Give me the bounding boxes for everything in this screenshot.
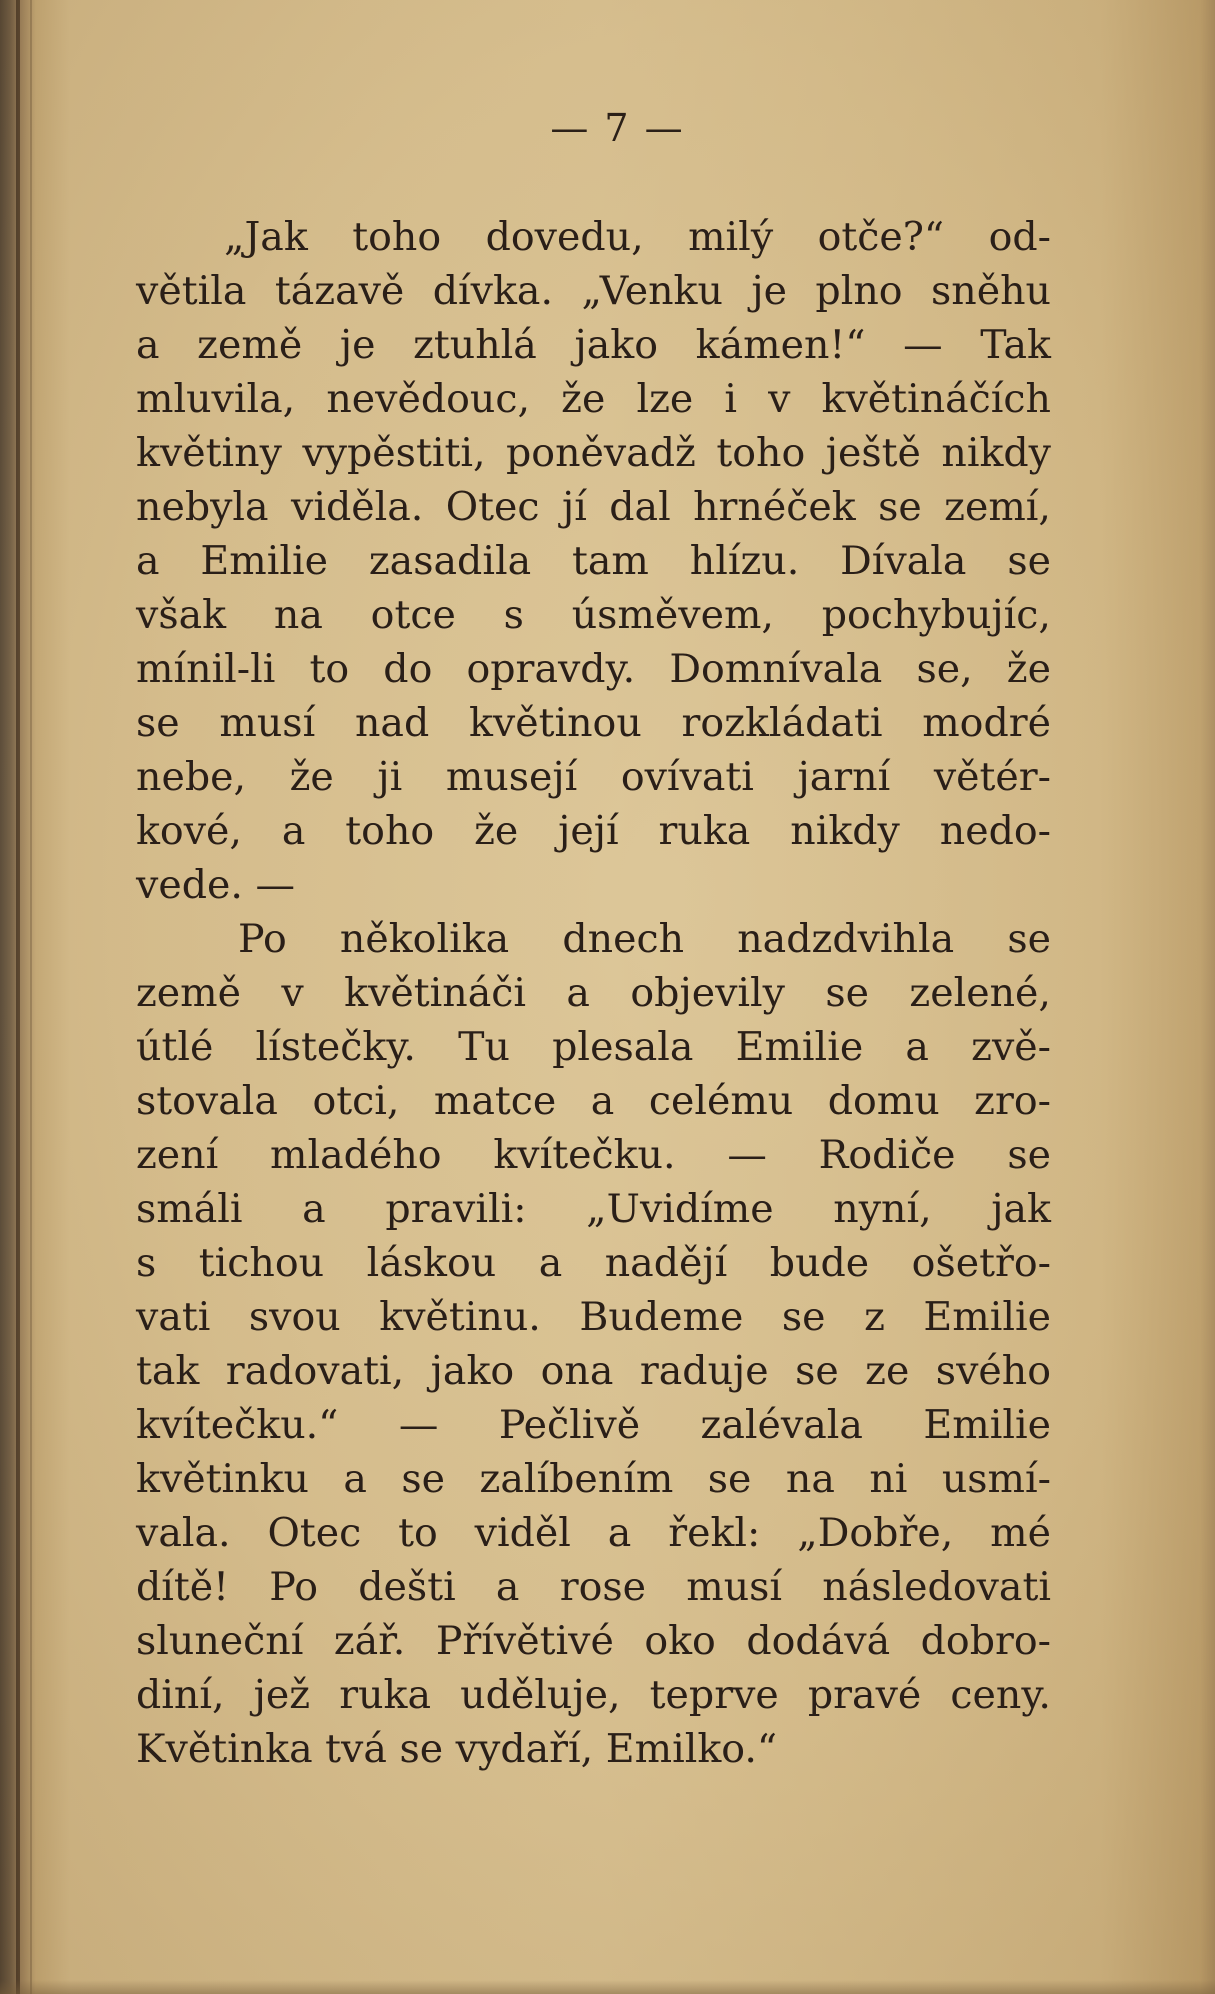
text-line: zení mladého kvítečku. — Rodiče se: [136, 1132, 1051, 1178]
text-line: větila tázavě dívka. „Venku je plno sněhu: [136, 268, 1051, 314]
text-line: se musí nad květinou rozkládati modré: [136, 700, 1051, 746]
text-line: Květinka tvá se vydaří, Emilko.“: [136, 1726, 778, 1772]
text-line: diní, jež ruka uděluje, teprve pravé ceny.: [136, 1672, 1051, 1718]
text-line: sluneční zář. Přívětivé oko dodává dobro-: [136, 1618, 1051, 1664]
page-bottom-edge: [0, 1980, 1215, 1994]
text-line: mluvila, nevědouc, že lze i v květináčích: [136, 376, 1051, 422]
text-line: Po několika dnech nadzdvihla se: [238, 916, 1051, 962]
text-line: s tichou láskou a nadějí bude ošetřo-: [136, 1240, 1051, 1286]
spine-crease: [30, 0, 32, 1994]
text-line: květiny vypěstiti, poněvadž toho ještě nikdy: [136, 430, 1051, 476]
text-line: dítě! Po dešti a rose musí následovati: [136, 1564, 1051, 1610]
spine-shadow: [16, 0, 20, 1994]
text-line: vala. Otec to viděl a řekl: „Dobře, mé: [136, 1510, 1051, 1556]
text-line: květinku a se zalíbením se na ni usmí-: [136, 1456, 1051, 1502]
text-line: však na otce s úsměvem, pochybujíc,: [136, 592, 1051, 638]
text-line: mínil-li to do opravdy. Domnívala se, že: [136, 646, 1051, 692]
text-line: země v květináči a objevily se zelené,: [136, 970, 1051, 1016]
text-line: vede. —: [136, 862, 295, 908]
text-line: tak radovati, jako ona raduje se ze svého: [136, 1348, 1051, 1394]
text-line: kvítečku.“ — Pečlivě zalévala Emilie: [136, 1402, 1051, 1448]
text-line: smáli a pravili: „Uvidíme nyní, jak: [136, 1186, 1051, 1232]
text-line: vati svou květinu. Budeme se z Emilie: [136, 1294, 1051, 1340]
text-line: kové, a toho že její ruka nikdy nedo-: [136, 808, 1051, 854]
text-line: „Jak toho dovedu, milý otče?“ od-: [224, 214, 1051, 260]
text-line: útlé lístečky. Tu plesala Emilie a zvě-: [136, 1024, 1051, 1070]
text-line: a Emilie zasadila tam hlízu. Dívala se: [136, 538, 1051, 584]
text-line: nebyla viděla. Otec jí dal hrnéček se zemí,: [136, 484, 1051, 530]
text-line: a země je ztuhlá jako kámen!“ — Tak: [136, 322, 1051, 368]
page-number: — 7 —: [550, 106, 685, 150]
text-line: nebe, že ji musejí ovívati jarní větér-: [136, 754, 1051, 800]
body-text: [136, 210, 1051, 1776]
text-line: stovala otci, matce a celému domu zro-: [136, 1078, 1051, 1124]
